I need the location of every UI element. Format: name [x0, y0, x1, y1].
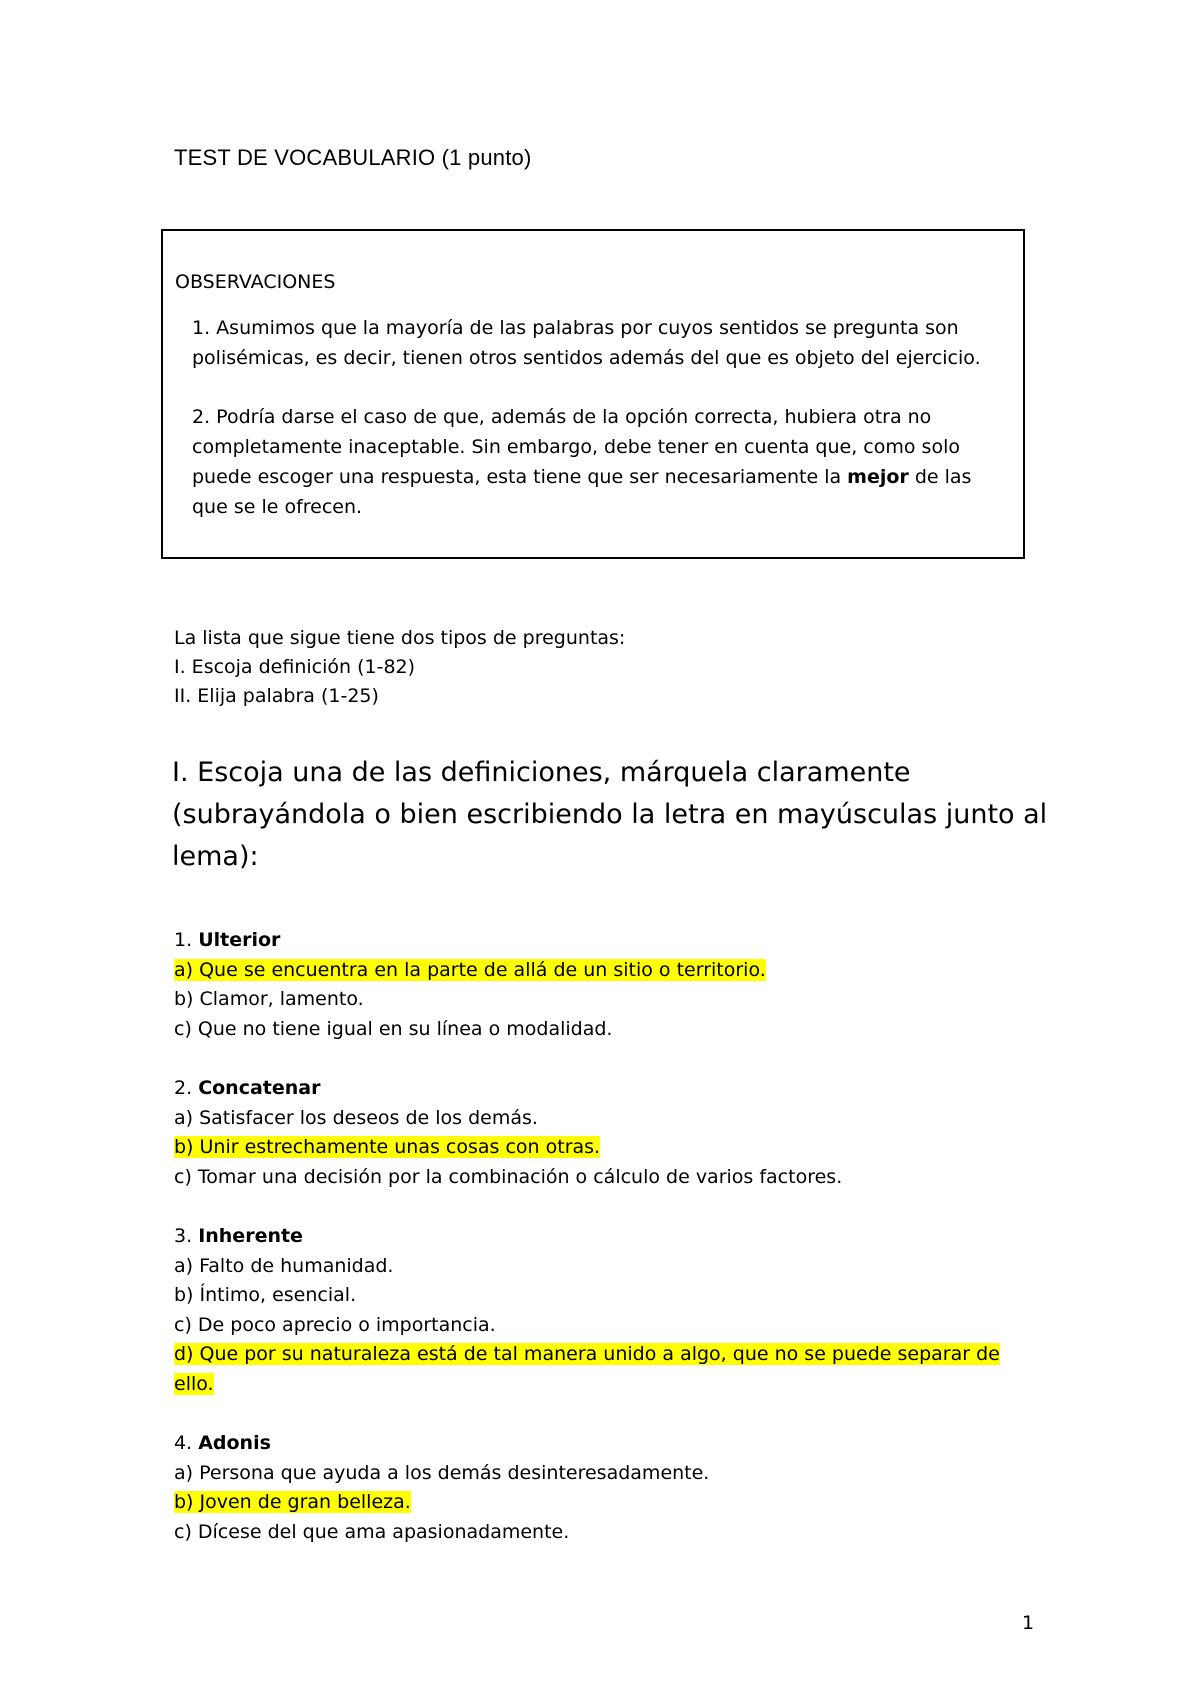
- answer-option-text: c) Tomar una decisión por la combinación o cálculo de varios factores.: [174, 1165, 843, 1188]
- answer-option[interactable]: [174, 1104, 1034, 1134]
- question-heading: [174, 1074, 1034, 1104]
- question-word: Inherente: [198, 1225, 303, 1247]
- observation-item-2-tail: de las que se le ofrecen.: [192, 466, 972, 518]
- page-title: TEST DE VOCABULARIO (1 punto): [174, 145, 532, 170]
- question-number: 2.: [174, 1077, 193, 1099]
- question-item: [174, 1429, 1034, 1547]
- question-heading: [174, 926, 1034, 956]
- observation-item-2-bold: mejor: [847, 466, 909, 488]
- question-list: [174, 926, 1034, 1577]
- observation-item-2-text: 2. Podría darse el caso de que, además de la opción correcta, hubiera otra no completamente inaceptable. Sin embargo, debe tener en cuenta que, como solo puede escoger una respuesta, esta tiene que ser necesariamente la: [192, 406, 960, 488]
- answer-option-text: a) Falto de humanidad.: [174, 1254, 394, 1277]
- answer-option[interactable]: [174, 1518, 1034, 1548]
- answer-option[interactable]: [174, 985, 1034, 1015]
- page-number: 1: [1022, 1612, 1035, 1634]
- section-numeral: I.: [172, 757, 189, 788]
- intro-text: [174, 624, 625, 711]
- highlighted-answer-text: b) Joven de gran belleza.: [174, 1491, 411, 1513]
- highlighted-answer-text: d) Que por su naturaleza está de tal manera unido a algo, que no se puede separar de ello.: [174, 1343, 1000, 1395]
- question-number: 3.: [174, 1225, 193, 1247]
- question-heading: [174, 1222, 1034, 1252]
- question-heading: [174, 1429, 1034, 1459]
- answer-option[interactable]: [174, 1340, 1034, 1399]
- answer-option[interactable]: [174, 1459, 1034, 1489]
- answer-option[interactable]: [174, 1015, 1034, 1045]
- answer-option[interactable]: [174, 1488, 1034, 1518]
- answer-option[interactable]: [174, 1163, 1034, 1193]
- observation-item-1: 1. Asumimos que la mayoría de las palabras por cuyos sentidos se pregunta son polisémicas, es decir, tienen otros sentidos además del que es objeto del ejercicio.: [192, 317, 981, 369]
- question-item: [174, 926, 1034, 1044]
- intro-line-2: I. Escoja definición (1-82): [174, 656, 416, 678]
- question-item: [174, 1074, 1034, 1192]
- intro-line-3: II. Elija palabra (1-25): [174, 685, 379, 707]
- answer-option-text: b) Íntimo, esencial.: [174, 1284, 357, 1306]
- intro-line-1: La lista que sigue tiene dos tipos de preguntas:: [174, 627, 626, 649]
- highlighted-answer-text: b) Unir estrechamente unas cosas con otras.: [174, 1136, 601, 1158]
- question-word: Ulterior: [198, 929, 281, 951]
- answer-option-text: a) Persona que ayuda a los demás desinteresadamente.: [174, 1461, 710, 1484]
- section-instructions: Escoja una de las definiciones, márquela claramente (subrayándola o bien escribiendo la letra en mayúsculas junto al lema):: [172, 757, 1048, 872]
- question-item: [174, 1222, 1034, 1399]
- highlighted-answer-text: a) Que se encuentra en la parte de allá de un sitio o territorio.: [174, 958, 766, 981]
- answer-option[interactable]: [174, 1133, 1034, 1163]
- observations-box: [161, 229, 1025, 559]
- answer-option[interactable]: [174, 956, 1034, 986]
- question-number: 4.: [174, 1432, 193, 1454]
- observation-item-2: [192, 402, 1009, 522]
- answer-option[interactable]: [174, 1311, 1034, 1341]
- answer-option-text: c) De poco aprecio o importancia.: [174, 1313, 496, 1336]
- answer-option[interactable]: [174, 1252, 1034, 1282]
- answer-option-text: c) Dícese del que ama apasionadamente.: [174, 1520, 570, 1543]
- question-word: Adonis: [198, 1432, 271, 1454]
- observations-heading: OBSERVACIONES: [175, 271, 336, 293]
- question-number: 1.: [174, 929, 193, 951]
- answer-option-text: a) Satisfacer los deseos de los demás.: [174, 1106, 538, 1129]
- section-heading: [172, 752, 1052, 878]
- answer-option[interactable]: [174, 1281, 1034, 1311]
- answer-option-text: c) Que no tiene igual en su línea o modalidad.: [174, 1017, 613, 1040]
- answer-option-text: b) Clamor, lamento.: [174, 988, 364, 1010]
- question-word: Concatenar: [198, 1077, 321, 1099]
